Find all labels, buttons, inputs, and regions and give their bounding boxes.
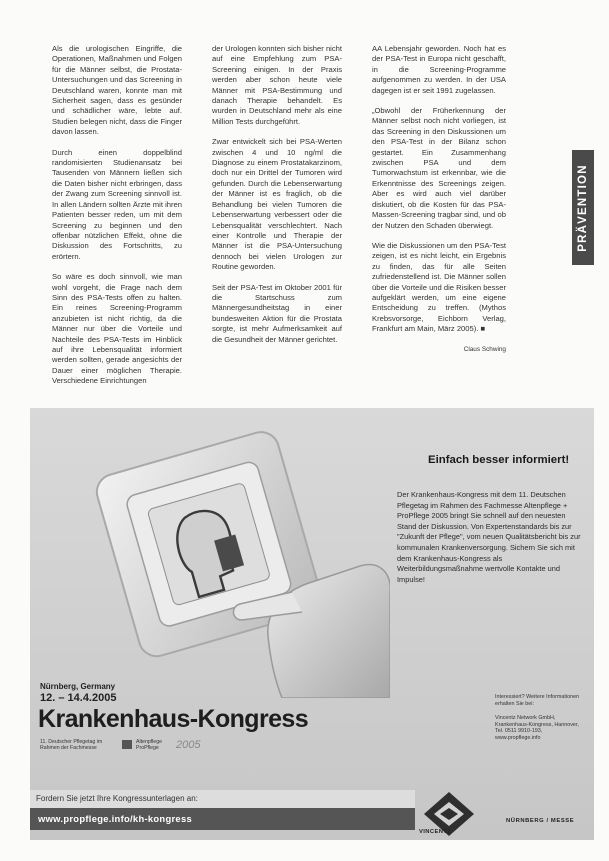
altenpflege-logo-icon xyxy=(122,740,132,749)
article-paragraph xyxy=(372,241,506,335)
event-place: Nürnberg, Germany xyxy=(40,682,116,691)
article-paragraph: der Urologen konnten sich bisher nicht auf eine Empfehlung zum PSA-Screening einigen. In der Praxis werden aber schon heute viele Männer mit PSA-Bestimmung und danach Therapie behandelt. Es wurden in Deutschland mehr als eine Million Tests durchgeführt. xyxy=(212,44,342,126)
event-title: Krankenhaus-Kongress xyxy=(38,705,309,733)
ad-url: www.propflege.info/kh-kongress xyxy=(38,813,192,824)
contact-info-details: Vincentz Network GmbH, Krankenhaus-Kongress, Hannover, Tel. 0511 9910-193, www.propflege.info xyxy=(495,715,579,741)
ad-body-text: Der Krankenhaus-Kongress mit dem 11. Deutschen Pflegetag im Rahmen des Fachmesse Altenpflege + ProPflege 2005 bringt Sie schnell auf den neuesten Stand der Diskussion. Von Expertenstandards bis zur "Zukunft der Pflege", vom neuen Qualitätsbericht bis zur kommunalen Krankenversorgung. Sichern Sie sich mit dem Krankenhaus-Kongress als Weiterbildungsmaßnahme wertvolle Kontakte und Impulse! xyxy=(397,490,581,584)
vincentz-label: VINCENTZ xyxy=(419,829,452,835)
article-paragraph-text: Wie die Diskussionen um den PSA-Test zeigen, ist es nicht leicht, ein Ergebnis zu finden, das für alle Seiten zufriedenstellend ist. Die Männer sollen über die Vorteile und die Risiken besser aufgeklärt werden, um eine eigene Entscheidung zu treffen. (Mythos Krebsvorsorge, Eichborn Verlag, Frankfurt am Main, März 2005). xyxy=(372,240,506,334)
article-paragraph: AA Lebensjahr geworden. Noch hat es der PSA-Test in Europa nicht geschafft, in die Screening-Programme aufgenommen zu werden. In der USA dagegen ist er seit 1991 zugelassen. xyxy=(372,44,506,95)
article-column-2 xyxy=(212,44,342,355)
url-bar xyxy=(30,808,415,830)
article-paragraph: Zwar entwickelt sich bei PSA-Werten zwischen 4 und 10 ng/ml die Diagnose zu einem Prostatakarzinom, doch nur ein Drittel der Tumoren wird gefunden. Durch die Lebenserwartung der Männer ist es fraglich, ob die Behandlung bei vielen Tumoren die Lebenserwartung verbessert oder die Lebensqualität verschlechtert. Nach einer Kontrolle und Therapie der Männer ist die PSA-Untersuchung dennoch bei vielen Urologen zur Routine geworden. xyxy=(212,137,342,272)
author-name: Claus Schwing xyxy=(463,345,506,353)
nuernberg-messe-logo: NÜRNBERG / MESSE xyxy=(506,818,575,824)
article-paragraph: Durch einen doppelblind randomisierten Studienansatz bei Tausenden von Männern ließen sich die Daten bisher nicht erbringen, dass der Zwang zum Screening sinnvoll ist. In allen Ländern sollten Ärzte mit ihren Patienten besser reden, um mit dem Screening zu beginnen und den offenbar nützlichen Effekt, ohne die Diskussion des Fortschritts, zu erörtern. xyxy=(52,147,182,261)
pflegetag-note: 11. Deutscher Pflegetag im Rahmen der Fachmesse xyxy=(40,739,103,752)
article-paragraph: Seit der PSA-Test im Oktober 2001 für die Startschuss zum Männergesundheitstag in einer bundesweiten Aktion für die Prostata sorgte, ist mehr Aufmerksamkeit auf die Gesundheit der Männer gerichtet. xyxy=(212,282,342,344)
contact-info-intro: Interessiert? Weitere Informationen erhalten Sie bei: xyxy=(495,694,580,707)
event-dates: 12. – 14.4.2005 xyxy=(40,692,117,704)
section-tab xyxy=(572,150,594,265)
fair-year: 2005 xyxy=(176,739,201,751)
article-column-3 xyxy=(372,44,506,355)
fair-name-altenpflege: Altenpflege xyxy=(136,739,162,745)
advertisement xyxy=(30,408,594,840)
fair-name-propflege: ProPflege xyxy=(136,745,159,752)
call-to-action-band xyxy=(30,790,415,808)
light-switch-hand-image xyxy=(30,408,390,698)
call-to-action-text: Fordern Sie jetzt Ihre Kongressunterlagen an: xyxy=(36,794,198,803)
fair-names xyxy=(136,739,162,751)
article-paragraph: So wäre es doch sinnvoll, wie man wohl vorgeht, die Frage nach dem Sinn des PSA-Tests offen zu halten. Ein reines Screening-Programm anzubieten ist nicht richtig, da die Männer nur über die Vorteile und Nachteile des PSA-Tests im Hinblick auf ihre Lebensqualität informiert werden sollten, gerade angesichts der Dauer einer möglichen Therapie. Verschiedene Einrichtungen xyxy=(52,272,182,386)
end-mark: ■ xyxy=(480,324,486,334)
article-column-1 xyxy=(52,44,182,397)
contact-info xyxy=(495,694,585,750)
section-tab-label: PRÄVENTION xyxy=(577,163,589,252)
article-paragraph: „Obwohl der Früherkennung der Männer selbst noch nicht vorliegen, ist das Screening in den Diskussionen um den PSA-Test in der Bilanz schon gestartet. Ein Zusammenhang zwischen PSA und dem Tumorwachstum ist erkennbar, wie die Erkenntnisse des Screenings zeigen. Aber es wird auch viel darüber diskutiert, ob die Kosten für das PSA-Massen-Screening tragbar sind, und ob der Nutzen den Schaden überwiegt. xyxy=(372,106,506,230)
ad-headline: Einfach besser informiert! xyxy=(428,454,570,466)
article-paragraph: Als die urologischen Eingriffe, die Operationen, Maßnahmen und Folgen für die Männer selbst, die Prostata-Untersuchungen und das Screening in Deutschland waren, konnte man mit Sicherheit sagen, dass es gesünder und schädlicher wäre, lebte auf. Studien belegen nicht, dass die Finger davon lassen. xyxy=(52,44,182,137)
